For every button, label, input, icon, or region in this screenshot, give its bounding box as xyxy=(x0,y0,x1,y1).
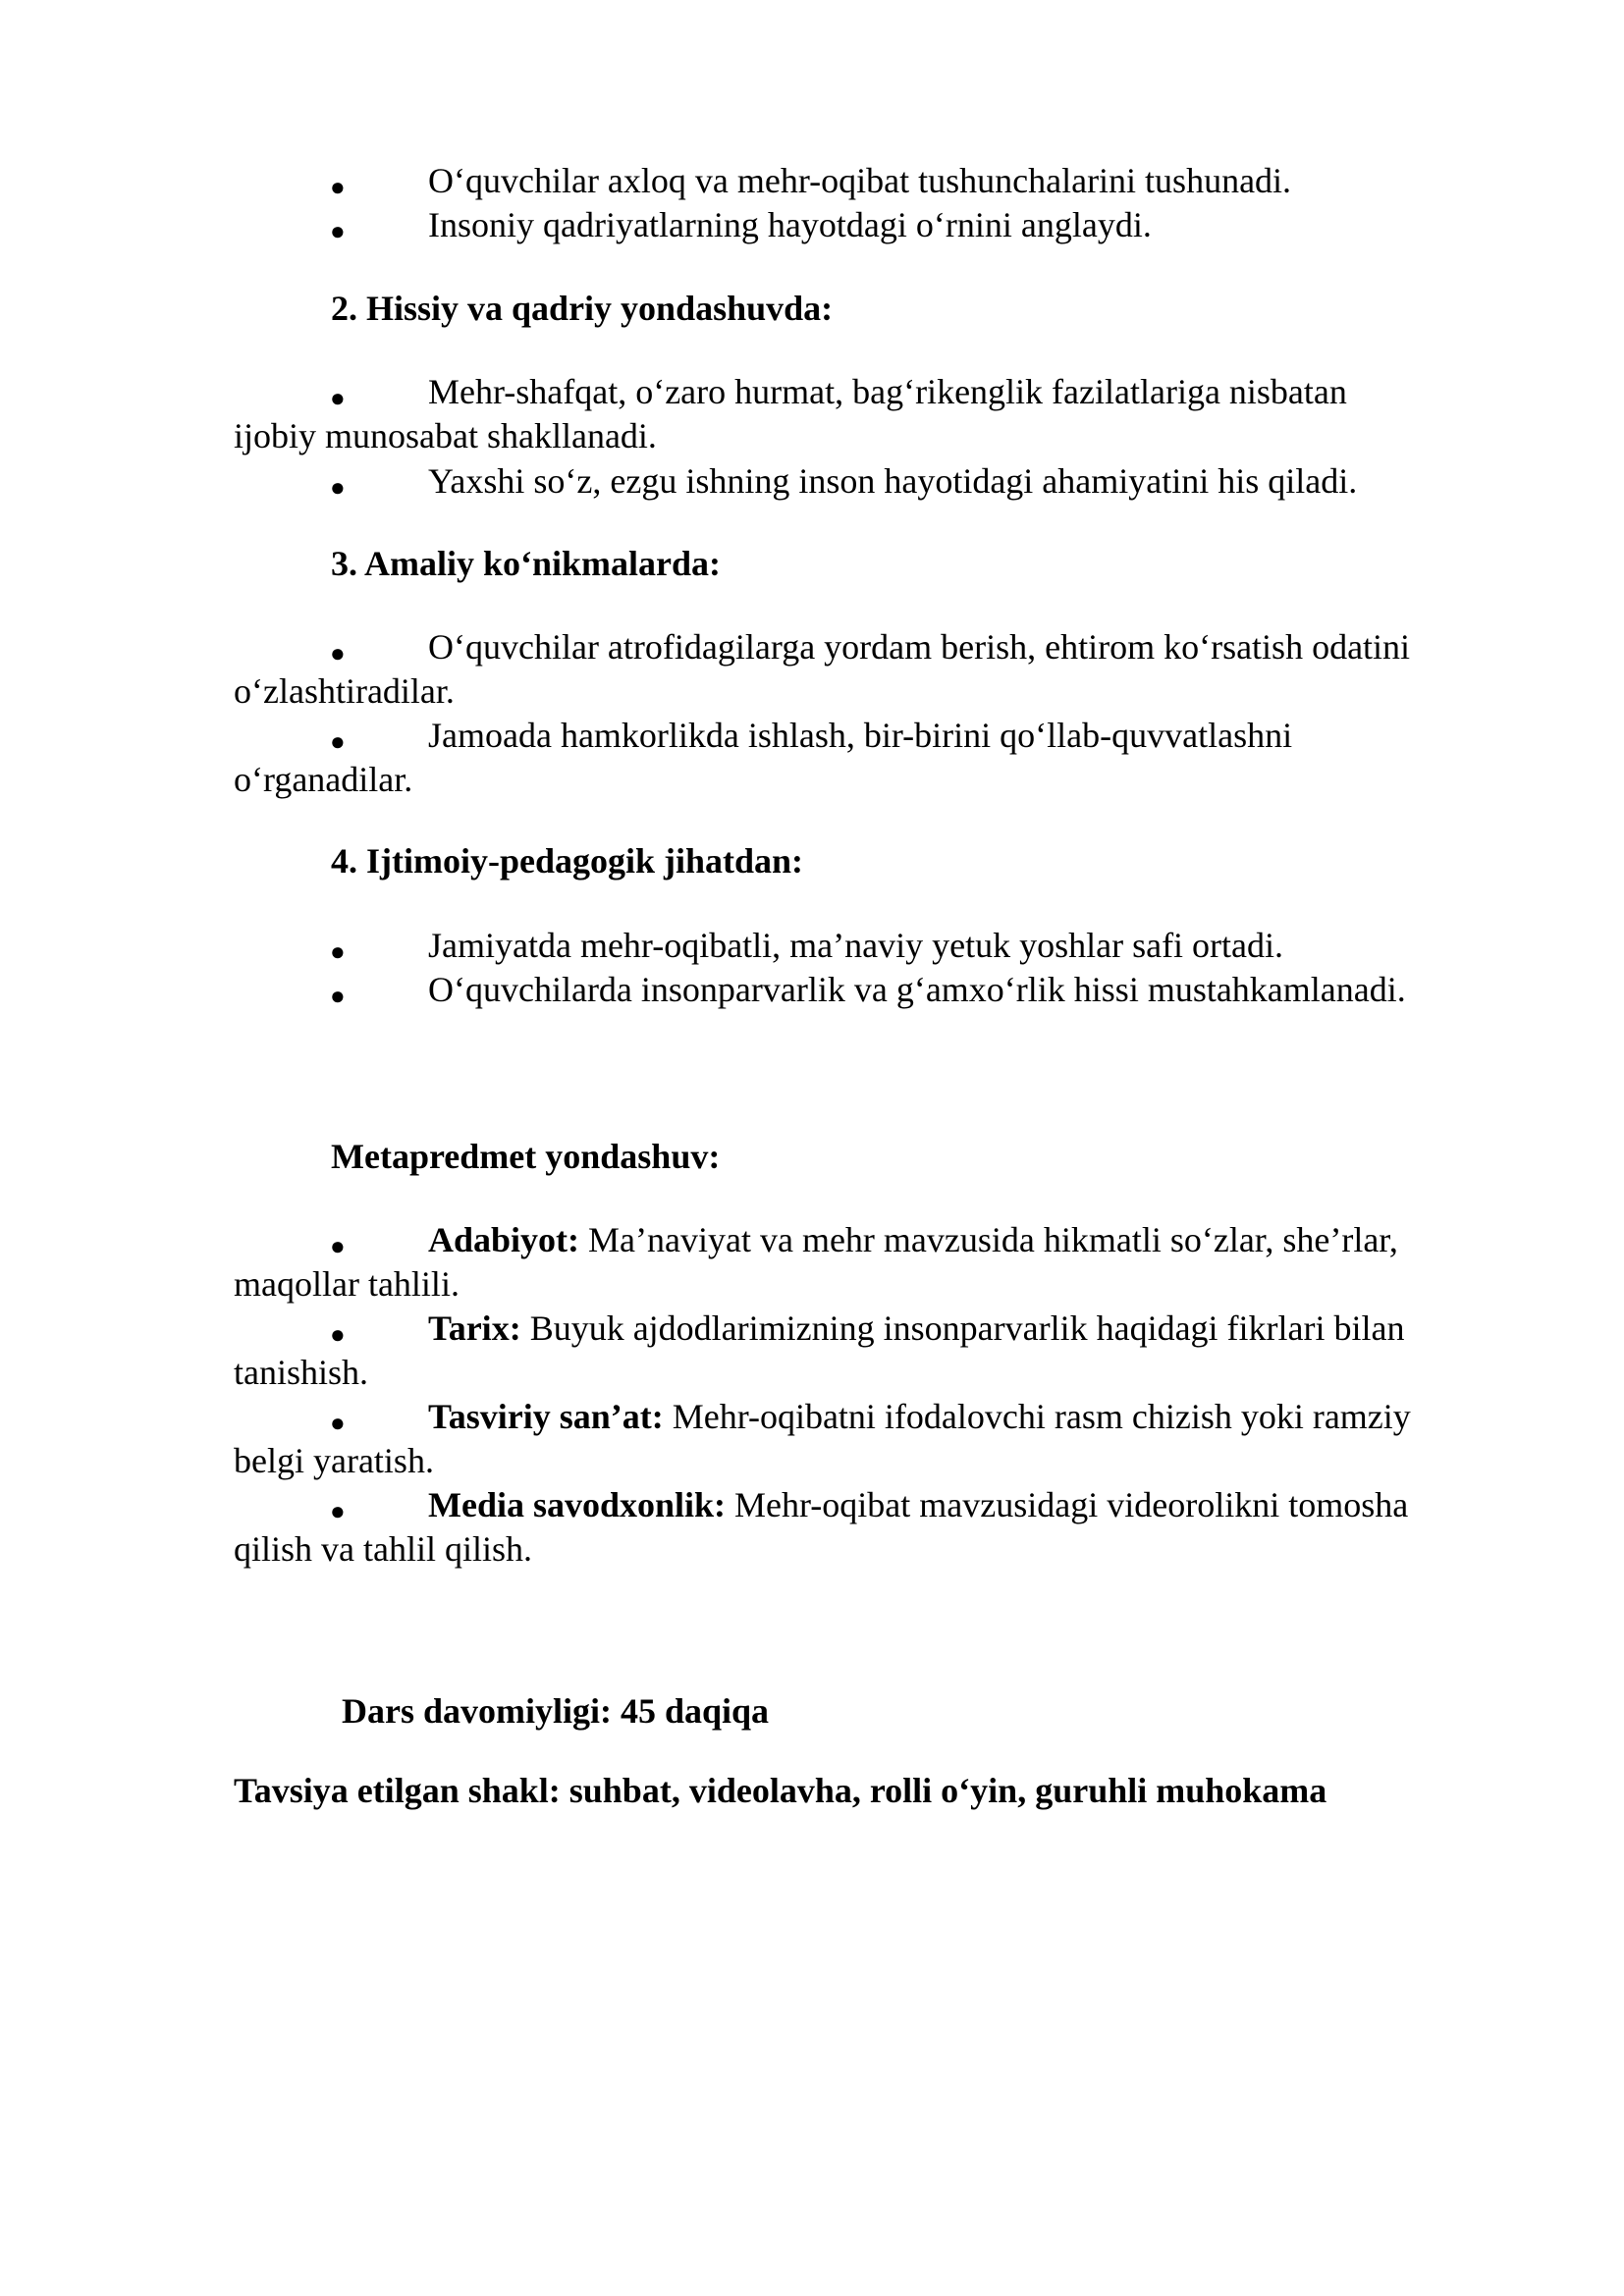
outcome-item: Yaxshi so‘z, ezgu ishning inson hayotidagi ahamiyatini his qiladi. xyxy=(428,461,1358,501)
subject-term: Media savodxonlik: xyxy=(428,1485,727,1524)
subject-term: Adabiyot: xyxy=(428,1220,580,1259)
subject-item-continuation: qilish va tahlil qilish. xyxy=(234,1529,532,1569)
bullet-icon: ● xyxy=(330,217,346,245)
outcome-item: O‘quvchilar axloq va mehr-oqibat tushunchalarini tushunadi. xyxy=(428,161,1292,200)
subject-term: Tasviriy san’at: xyxy=(428,1397,664,1436)
section-heading: 3. Amaliy ko‘nikmalarda: xyxy=(331,544,722,583)
subject-item-continuation: belgi yaratish. xyxy=(234,1441,434,1480)
outcome-item: O‘quvchilarda insonparvarlik va g‘amxo‘rlik hissi mustahkamlanadi. xyxy=(428,970,1406,1009)
outcome-item-continuation: o‘zlashtiradilar. xyxy=(234,671,455,711)
bullet-icon: ● xyxy=(330,1497,346,1525)
recommended-form: Tavsiya etilgan shakl: suhbat, videolavha, rolli o‘yin, guruhli muhokama xyxy=(234,1771,1327,1810)
subject-term: Tarix: xyxy=(428,1308,521,1348)
subject-item xyxy=(428,1222,1398,1257)
bullet-icon: ● xyxy=(330,1232,346,1260)
subject-item-continuation: tanishish. xyxy=(234,1353,369,1392)
subject-description: Buyuk ajdodlarimizning insonparvarlik haqidagi fikrlari bilan xyxy=(520,1308,1405,1348)
bullet-icon: ● xyxy=(330,639,346,667)
section-heading: 4. Ijtimoiy-pedagogik jihatdan: xyxy=(331,841,804,881)
subject-description: Ma’naviyat va mehr mavzusida hikmatli so‘zlar, she’rlar, xyxy=(579,1220,1398,1259)
bullet-icon: ● xyxy=(330,1320,346,1349)
lesson-duration: Dars davomiyligi: 45 daqiqa xyxy=(342,1691,770,1731)
bullet-icon: ● xyxy=(330,473,346,502)
bullet-icon: ● xyxy=(330,173,346,201)
subject-item-continuation: maqollar tahlili. xyxy=(234,1264,460,1304)
bullet-icon: ● xyxy=(330,384,346,412)
section-heading: 2. Hissiy va qadriy yondashuvda: xyxy=(331,289,834,328)
subject-description: Mehr-oqibatni ifodalovchi rasm chizish yoki ramziy xyxy=(663,1397,1411,1436)
subject-item xyxy=(428,1487,1408,1522)
outcome-item: Jamiyatda mehr-oqibatli, ma’naviy yetuk yoshlar safi ortadi. xyxy=(428,926,1284,965)
bullet-icon: ● xyxy=(330,982,346,1010)
bullet-icon: ● xyxy=(330,1409,346,1437)
subject-item xyxy=(428,1310,1404,1346)
outcome-item-continuation: o‘rganadilar. xyxy=(234,760,413,799)
outcome-item: Insoniy qadriyatlarning hayotdagi o‘rnini anglaydi. xyxy=(428,205,1152,244)
bullet-icon: ● xyxy=(330,937,346,966)
subject-description: Mehr-oqibat mavzusidagi videorolikni tomosha xyxy=(726,1485,1409,1524)
outcome-item: Mehr-shafqat, o‘zaro hurmat, bag‘rikenglik fazilatlariga nisbatan xyxy=(428,372,1347,411)
outcome-item: Jamoada hamkorlikda ishlash, bir-birini qo‘llab-quvvatlashni xyxy=(428,716,1293,755)
outcome-item-continuation: ijobiy munosabat shakllanadi. xyxy=(234,416,657,455)
bullet-icon: ● xyxy=(330,727,346,756)
outcome-item: O‘quvchilar atrofidagilarga yordam berish, ehtirom ko‘rsatish odatini xyxy=(428,627,1411,667)
subject-item xyxy=(428,1399,1411,1434)
section-heading: Metapredmet yondashuv: xyxy=(331,1137,721,1176)
